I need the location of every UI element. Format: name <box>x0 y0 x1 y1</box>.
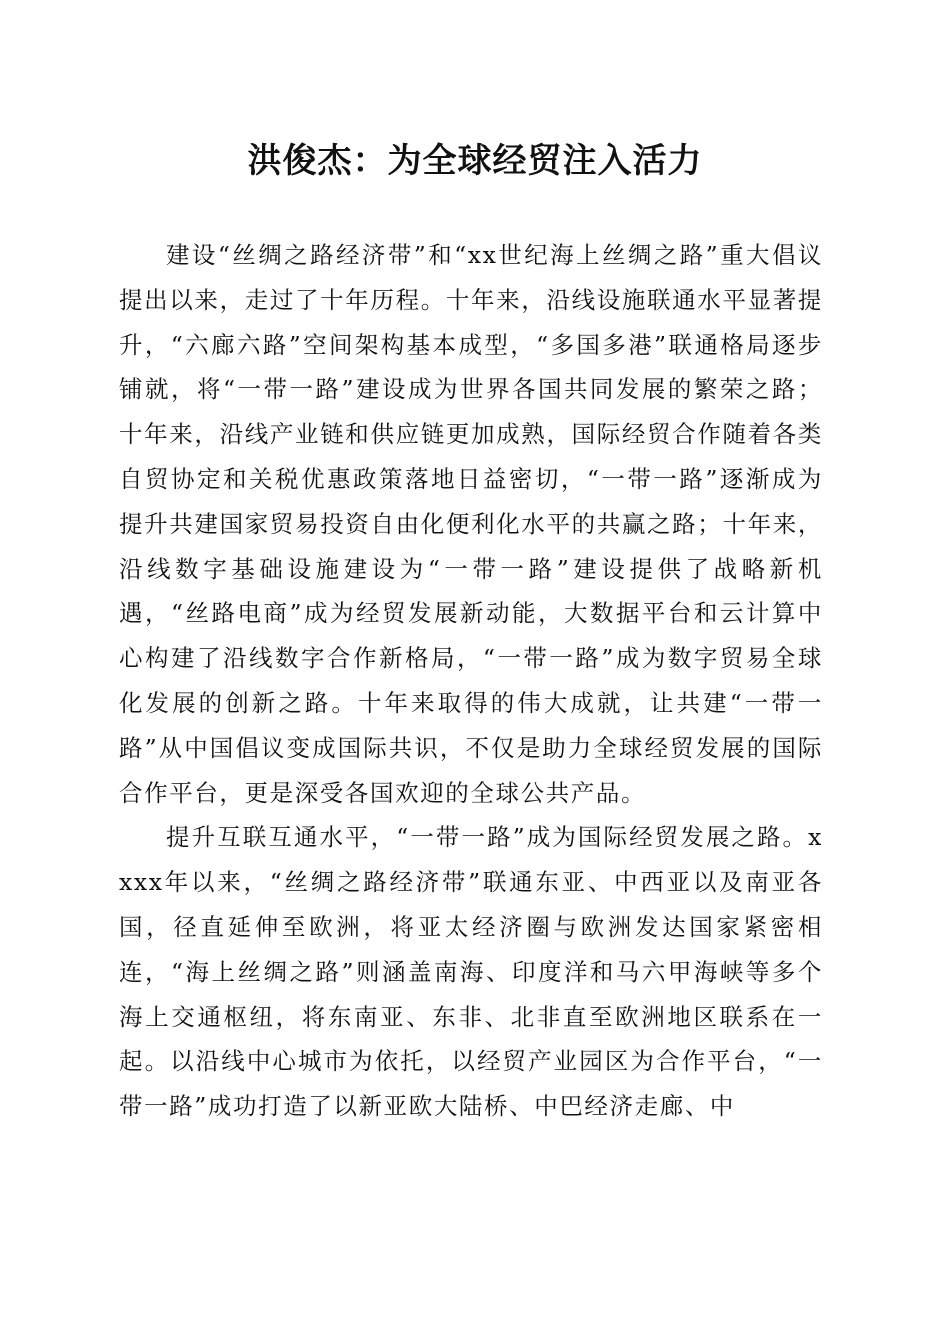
article-body <box>119 233 823 1129</box>
paragraph: 建设“丝绸之路经济带”和“xx世纪海上丝绸之路”重大倡议提出以来，走过了十年历程。十年来，沿线设施联通水平显著提升，“六廊六路”空间架构基本成型，“多国多港”联通格局逐步铺就，将“一带一路”建设成为世界各国共同发展的繁荣之路；十年来，沿线产业链和供应链更加成熟，国际经贸合作随着各类自贸协定和关税优惠政策落地日益密切，“一带一路”逐渐成为提升共建国家贸易投资自由化便利化水平的共赢之路；十年来，沿线数字基础设施建设为“一带一路”建设提供了战略新机遇，“丝路电商”成为经贸发展新动能，大数据平台和云计算中心构建了沿线数字合作新格局，“一带一路”成为数字贸易全球化发展的创新之路。十年来取得的伟大成就，让共建“一带一路”从中国倡议变成国际共识，不仅是助力全球经贸发展的国际合作平台，更是深受各国欢迎的全球公共产品。 <box>119 241 823 807</box>
paragraph: 提升互联互通水平，“一带一路”成为国际经贸发展之路。xxxx年以来，“丝绸之路经济带”联通东亚、中西亚以及南亚各国，径直延伸至欧洲，将亚太经济圈与欧洲发达国家紧密相连，“海上丝绸之路”则涵盖南海、印度洋和马六甲海峡等多个海上交通枢纽，将东南亚、东非、北非直至欧洲地区联系在一起。以沿线中心城市为依托，以经贸产业园区为合作平台，“一带一路”成功打造了以新亚欧大陆桥、中巴经济走廊、中 <box>119 823 823 1121</box>
page-title: 洪俊杰：为全球经贸注入活力 <box>247 141 703 181</box>
